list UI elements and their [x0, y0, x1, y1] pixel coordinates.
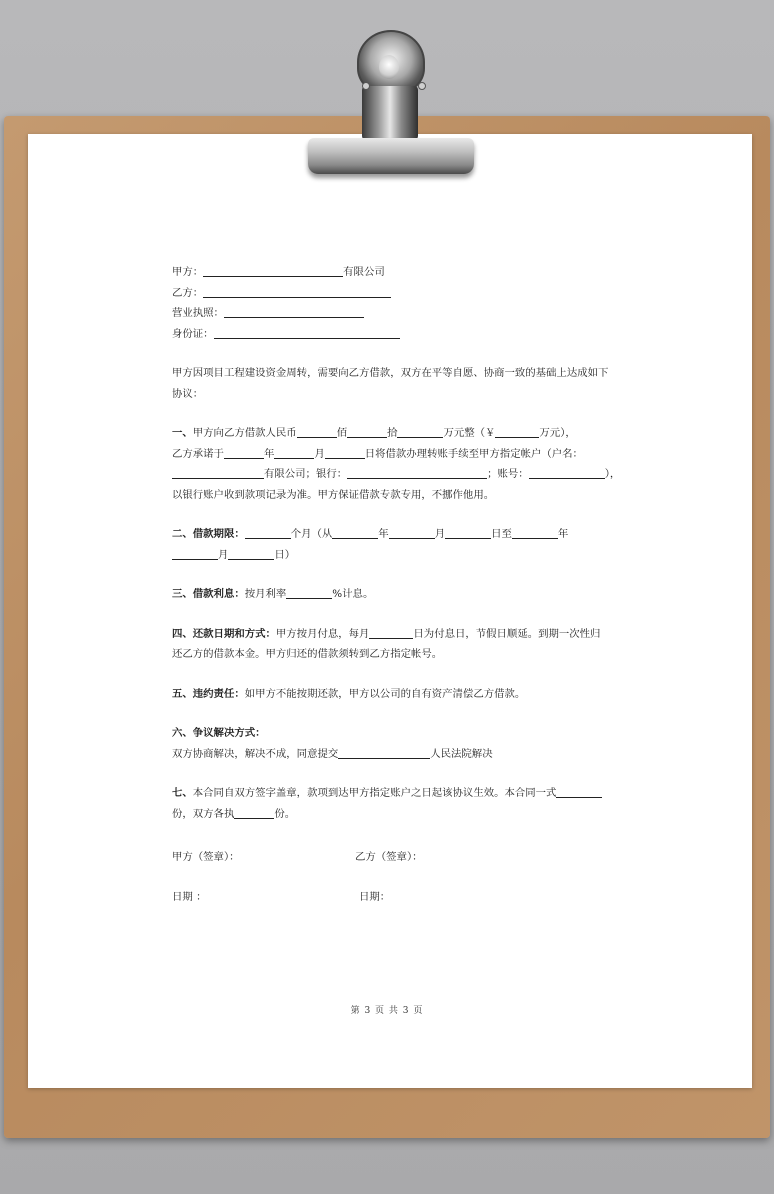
start-month-blank[interactable] [389, 526, 435, 539]
court-blank[interactable] [338, 746, 430, 759]
date-row [172, 888, 206, 903]
transfer-year-blank[interactable] [224, 446, 264, 459]
party-b-blank[interactable] [203, 285, 391, 298]
clause-7-copies-unit: 份。 [274, 807, 296, 820]
clause-3-line [172, 584, 612, 605]
clause-1-year-label: 年 [263, 447, 275, 460]
date-row-b [359, 888, 390, 903]
party-a-label: 甲方： [172, 266, 204, 278]
signature-row [172, 848, 240, 863]
clause-4-interest-text: 日为付息日，节假日顺延。到期一次性归 [413, 627, 601, 640]
start-day-blank[interactable] [445, 526, 491, 539]
clause-1-text: 甲方向乙方借款人民币 [192, 427, 297, 439]
license-blank[interactable] [224, 305, 364, 318]
clause-2-start-day-label: 日至 [491, 528, 512, 540]
party-a-signature-label: 甲方（签章）： [172, 851, 240, 863]
clip-stud-right [418, 82, 426, 90]
clause-1-transfer-text: 日将借款办理转账手续至甲方指定帐户（户名： [364, 447, 583, 460]
clause-2-start-month-label: 月 [434, 528, 446, 540]
end-month-blank[interactable] [172, 547, 218, 560]
party-b-signature-label: 乙方（签章）： [355, 851, 423, 863]
clause-2-line-1 [172, 524, 612, 545]
clause-1-account-close: ）， [604, 468, 621, 480]
clause-1-line-3 [172, 464, 621, 485]
page-number: 第 3 页 共 3 页 [350, 1006, 424, 1016]
clause-2-months-label: 个月（从 [290, 528, 333, 540]
clause-4-line-2: 还乙方的借款本金。甲方归还的借款须转到乙方指定帐号。 [172, 648, 443, 660]
clause-6-text: 双方协商解决，解决不成，同意提交 [172, 747, 339, 760]
clause-5-heading: 五、违约责任： [172, 687, 245, 700]
copies-each-blank[interactable] [234, 806, 274, 819]
clause-1-line-2 [172, 444, 612, 465]
id-line [172, 324, 612, 345]
clause-5-text: 如甲方不能按期还款，甲方以公司的自有资产清偿乙方借款。 [244, 687, 526, 700]
clause-7-text: 本合同自双方签字盖章，款项到达甲方指定账户之日起该协议生效。本合同一式 [192, 787, 557, 799]
party-b-date-label: 日期： [359, 891, 391, 903]
term-months-blank[interactable] [245, 526, 291, 539]
clause-3-heading: 三、借款利息： [172, 588, 245, 600]
party-b-line [172, 283, 612, 304]
account-name-blank[interactable] [172, 466, 264, 479]
clause-6-heading: 六、争议解决方式： [172, 727, 266, 739]
clause-5-line [172, 684, 612, 705]
clause-1-promise: 乙方承诺于 [172, 447, 224, 460]
clause-7-copies-label: 份，双方各执 [172, 807, 235, 820]
amount-hundreds-blank[interactable] [297, 425, 337, 438]
party-a-blank[interactable] [203, 264, 343, 277]
clause-2-heading: 二、借款期限： [172, 528, 245, 540]
binder-clip-plate [308, 138, 474, 174]
end-year-blank[interactable] [512, 526, 558, 539]
amount-figure-blank[interactable] [495, 425, 539, 438]
clause-2-end-day-label: 日） [274, 548, 296, 561]
clause-1-unit-close: 万元）， [539, 427, 576, 439]
clause-1-bank-label: 有限公司；银行： [264, 468, 348, 480]
contract-body [172, 262, 621, 824]
clause-4-payment-text: 甲方按月付息，每月 [275, 627, 370, 640]
license-line [172, 303, 612, 324]
clause-1-line-4: 以银行账户收到款项记录为准。甲方保证借款专款专用，不挪作他用。 [172, 488, 495, 501]
party-b-label: 乙方： [172, 286, 204, 299]
clause-7-line-2 [172, 804, 612, 825]
amount-units-blank[interactable] [397, 425, 443, 438]
clause-2-line-2 [172, 545, 612, 566]
binder-clip-neck [362, 86, 418, 140]
clause-1-account-label: ；账号： [487, 468, 529, 480]
end-day-blank[interactable] [228, 547, 274, 560]
clause-3-rate-label: 按月利率 [244, 588, 287, 600]
clause-4-line-1 [172, 624, 612, 645]
start-year-blank[interactable] [332, 526, 378, 539]
signature-row-b [355, 848, 423, 863]
clause-1-month-label: 月 [314, 447, 325, 460]
transfer-month-blank[interactable] [274, 446, 314, 459]
party-a-date-label: 日期 ： [172, 891, 207, 903]
amount-tens-blank[interactable] [347, 425, 387, 438]
copies-total-blank[interactable] [556, 785, 602, 798]
intro-line-1: 甲方因项目工程建设资金周转，需要向乙方借款，双方在平等自愿、协商一致的基础上达成如下 [172, 367, 609, 379]
binder-clip-hole [379, 55, 399, 79]
id-label: 身份证： [172, 327, 214, 340]
clause-3-rate-unit: %计息。 [332, 588, 374, 600]
license-label: 营业执照： [172, 307, 224, 319]
id-blank[interactable] [214, 326, 400, 339]
clip-stud-left [362, 82, 370, 90]
intro-line-2: 协议： [172, 387, 204, 400]
clause-1-heading: 一、 [172, 427, 193, 439]
clause-2-end-month-label: 月 [218, 548, 229, 561]
transfer-day-blank[interactable] [325, 446, 365, 459]
interest-day-blank[interactable] [369, 626, 413, 639]
clause-6-line [172, 744, 612, 765]
clause-2-end-year-label: 年 [557, 528, 569, 540]
clause-1-unit-tens: 拾 [387, 427, 398, 439]
clause-1-unit-total: 万元整（￥ [443, 427, 496, 439]
clause-7-line-1 [172, 783, 612, 804]
clause-7-heading: 七、 [172, 787, 193, 799]
clause-4-heading: 四、还款日期和方式： [172, 627, 276, 640]
clause-2-start-year-label: 年 [378, 528, 389, 540]
clause-1-unit-hundreds: 佰 [336, 427, 348, 439]
bank-blank[interactable] [347, 466, 487, 479]
clause-1-line-1 [172, 423, 612, 444]
party-a-suffix: 有限公司 [343, 266, 385, 278]
interest-rate-blank[interactable] [286, 586, 332, 599]
party-a-line [172, 262, 612, 283]
account-number-blank[interactable] [529, 466, 605, 479]
clause-6-court-label: 人民法院解决 [430, 747, 493, 760]
